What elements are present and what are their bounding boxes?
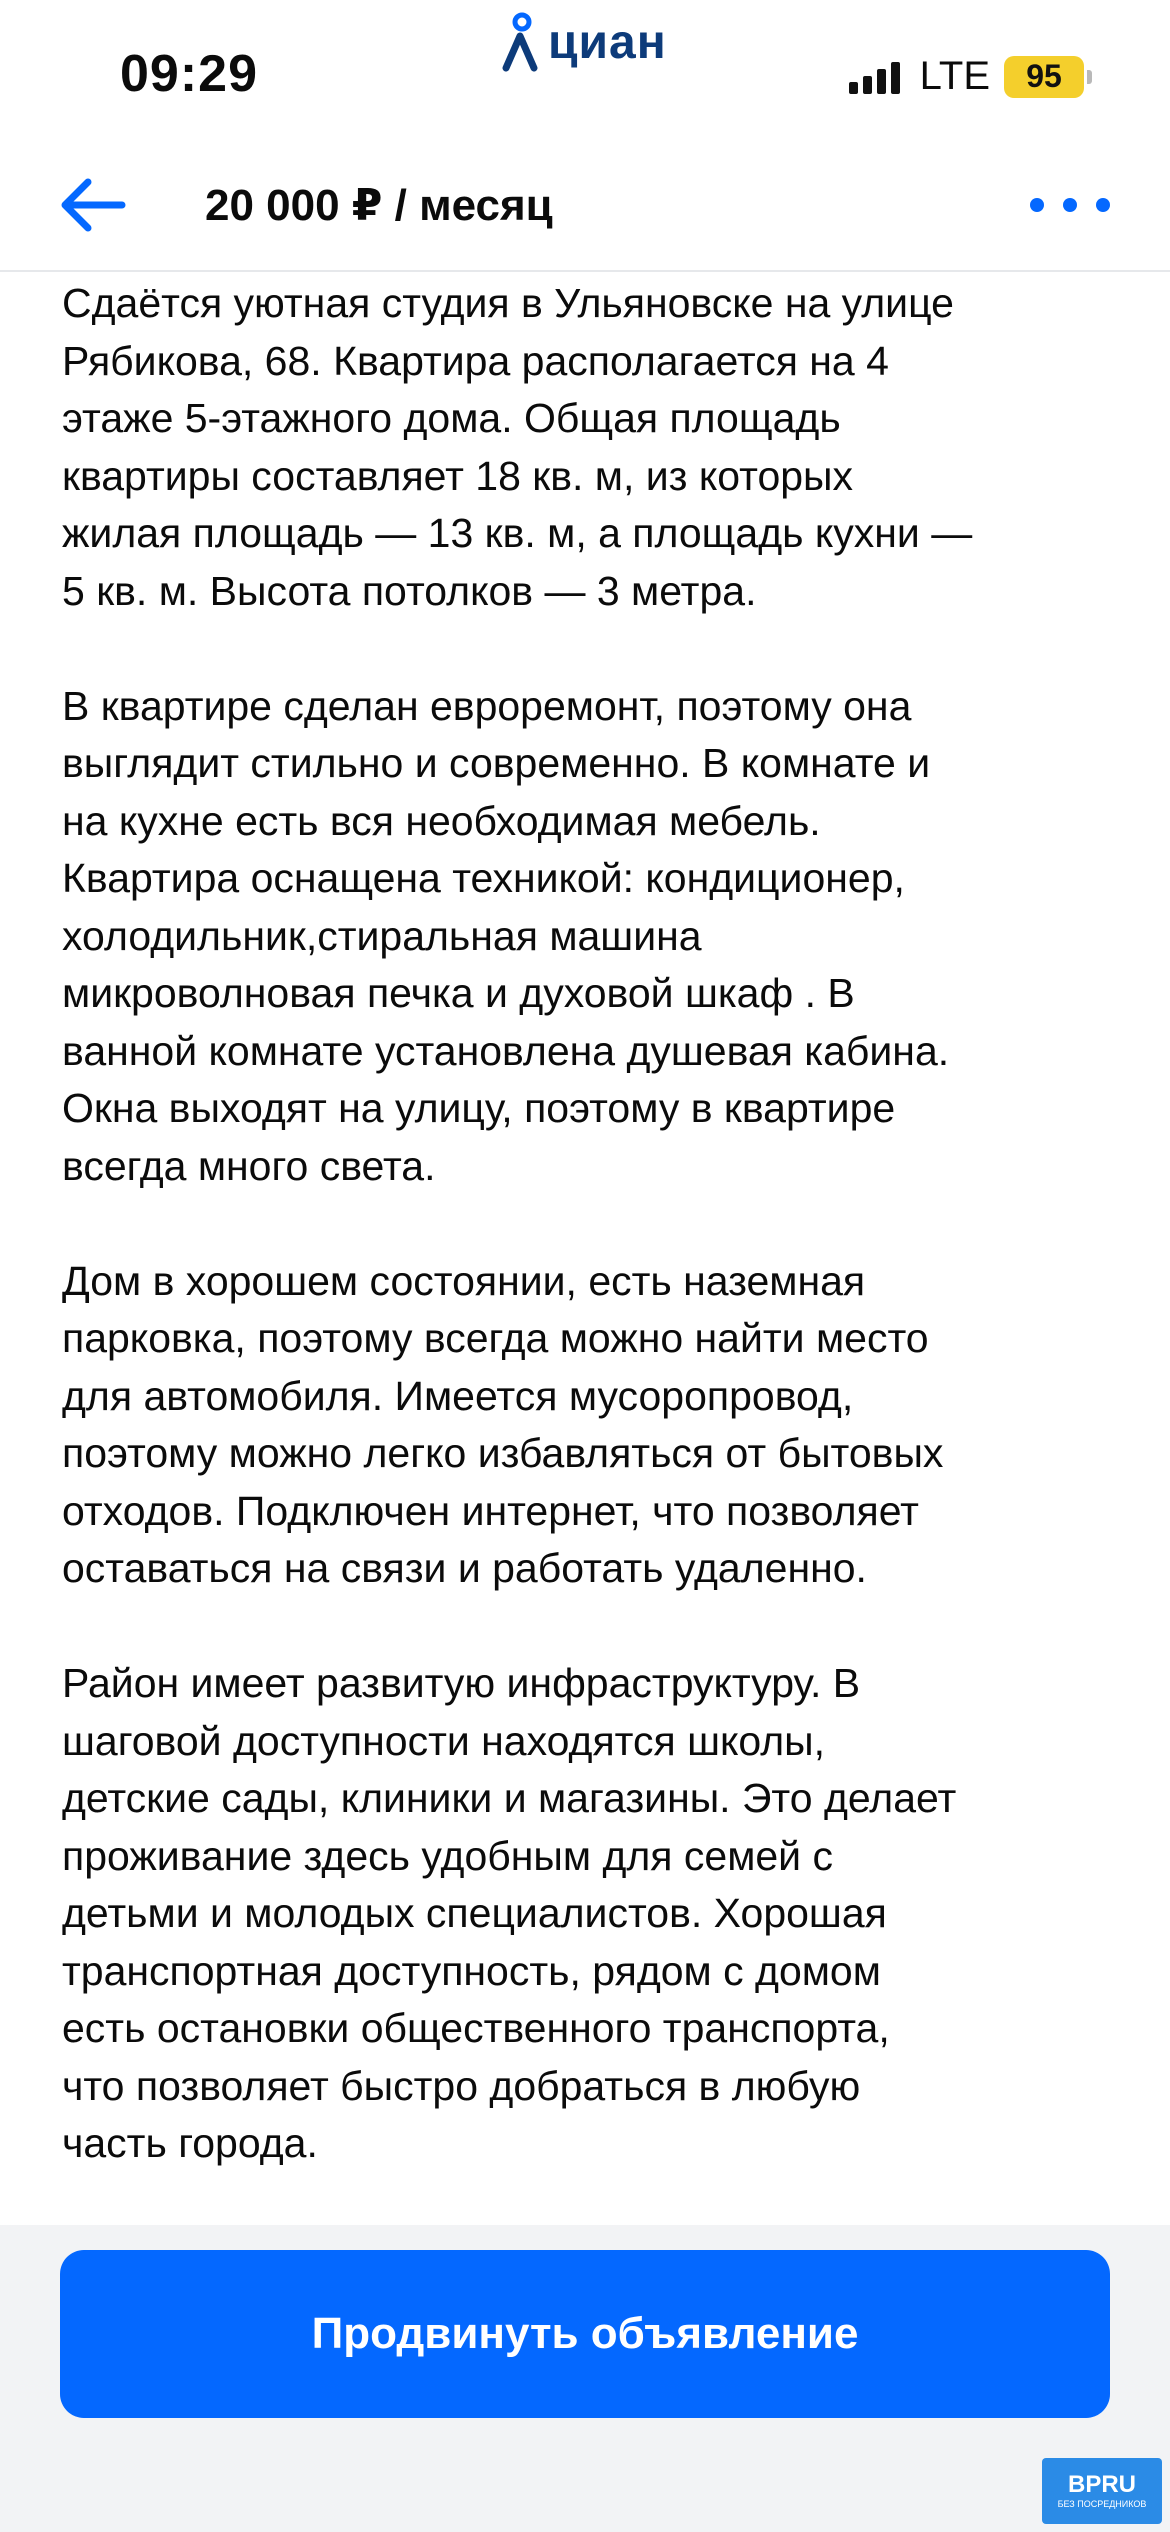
status-indicators — [849, 54, 1092, 99]
description-paragraph-2: В квартире сделан евроремонт, поэтому она выглядит стильно и современно. В комнате и на кухне есть вся необходимая мебель. Квартира оснащена техникой: кондиционер, холодильник,стиральная машина микроволновая печка и духовой шкаф . В ванной комнате установлена душевая кабина. Окна выходят на улицу, поэтому в квартире всегда много света. — [62, 682, 950, 1189]
back-button[interactable] — [52, 170, 132, 240]
cian-logo — [500, 12, 667, 72]
watermark-sub: БЕЗ ПОСРЕДНИКОВ — [1057, 2499, 1147, 2509]
status-time: 09:29 — [120, 45, 258, 103]
description-paragraph-4: Район имеет развитую инфраструктуру. В шаговой доступности находятся школы, детские сады, клиники и магазины. Это делает проживание здесь удобным для семей с детьми и молодых специалистов. Хорошая транспортная доступность, рядом с домом есть остановки общественного транспорта, что позволяет быстро добраться в любую часть города. — [62, 1660, 957, 2166]
listing-description — [62, 275, 1122, 2215]
cellular-signal-icon — [849, 60, 900, 94]
bottom-action-bar — [0, 2225, 1170, 2532]
watermark-main: BPRU — [1067, 2471, 1136, 2498]
description-paragraph-1: Сдаётся уютная студия в Ульяновске на улице Рябикова, 68. Квартира располагается на 4 этаже 5-этажного дома. Общая площадь квартиры составляет 18 кв. м, из которых жилая площадь — 13 кв. м, а площадь кухни — 5 кв. м. Высота потолков — 3 метра. — [62, 280, 973, 614]
description-paragraph-3: Дом в хорошем состоянии, есть наземная парковка, поэтому всегда можно найти место для автомобиля. Имеется мусоропровод, поэтому можно легко избавляться от бытовых отходов. Подключен интернет, что позволяет оставаться на связи и работать удаленно. — [62, 1257, 944, 1591]
location-pin-icon — [500, 12, 540, 72]
network-type: LTE — [919, 54, 990, 98]
logo-text: циан — [548, 15, 667, 69]
status-bar — [0, 0, 1170, 130]
navigation-header — [0, 140, 1170, 272]
arrow-left-icon — [52, 170, 132, 240]
battery-level: 95 — [1004, 56, 1084, 98]
more-options-button[interactable] — [1030, 180, 1110, 230]
promote-listing-button[interactable]: Продвинуть объявление — [60, 2250, 1110, 2418]
battery-icon — [1004, 56, 1092, 98]
bpru-watermark — [1042, 2458, 1162, 2524]
more-dots-icon — [1030, 198, 1044, 212]
page-title: 20 000 ₽ / месяц — [205, 181, 553, 230]
